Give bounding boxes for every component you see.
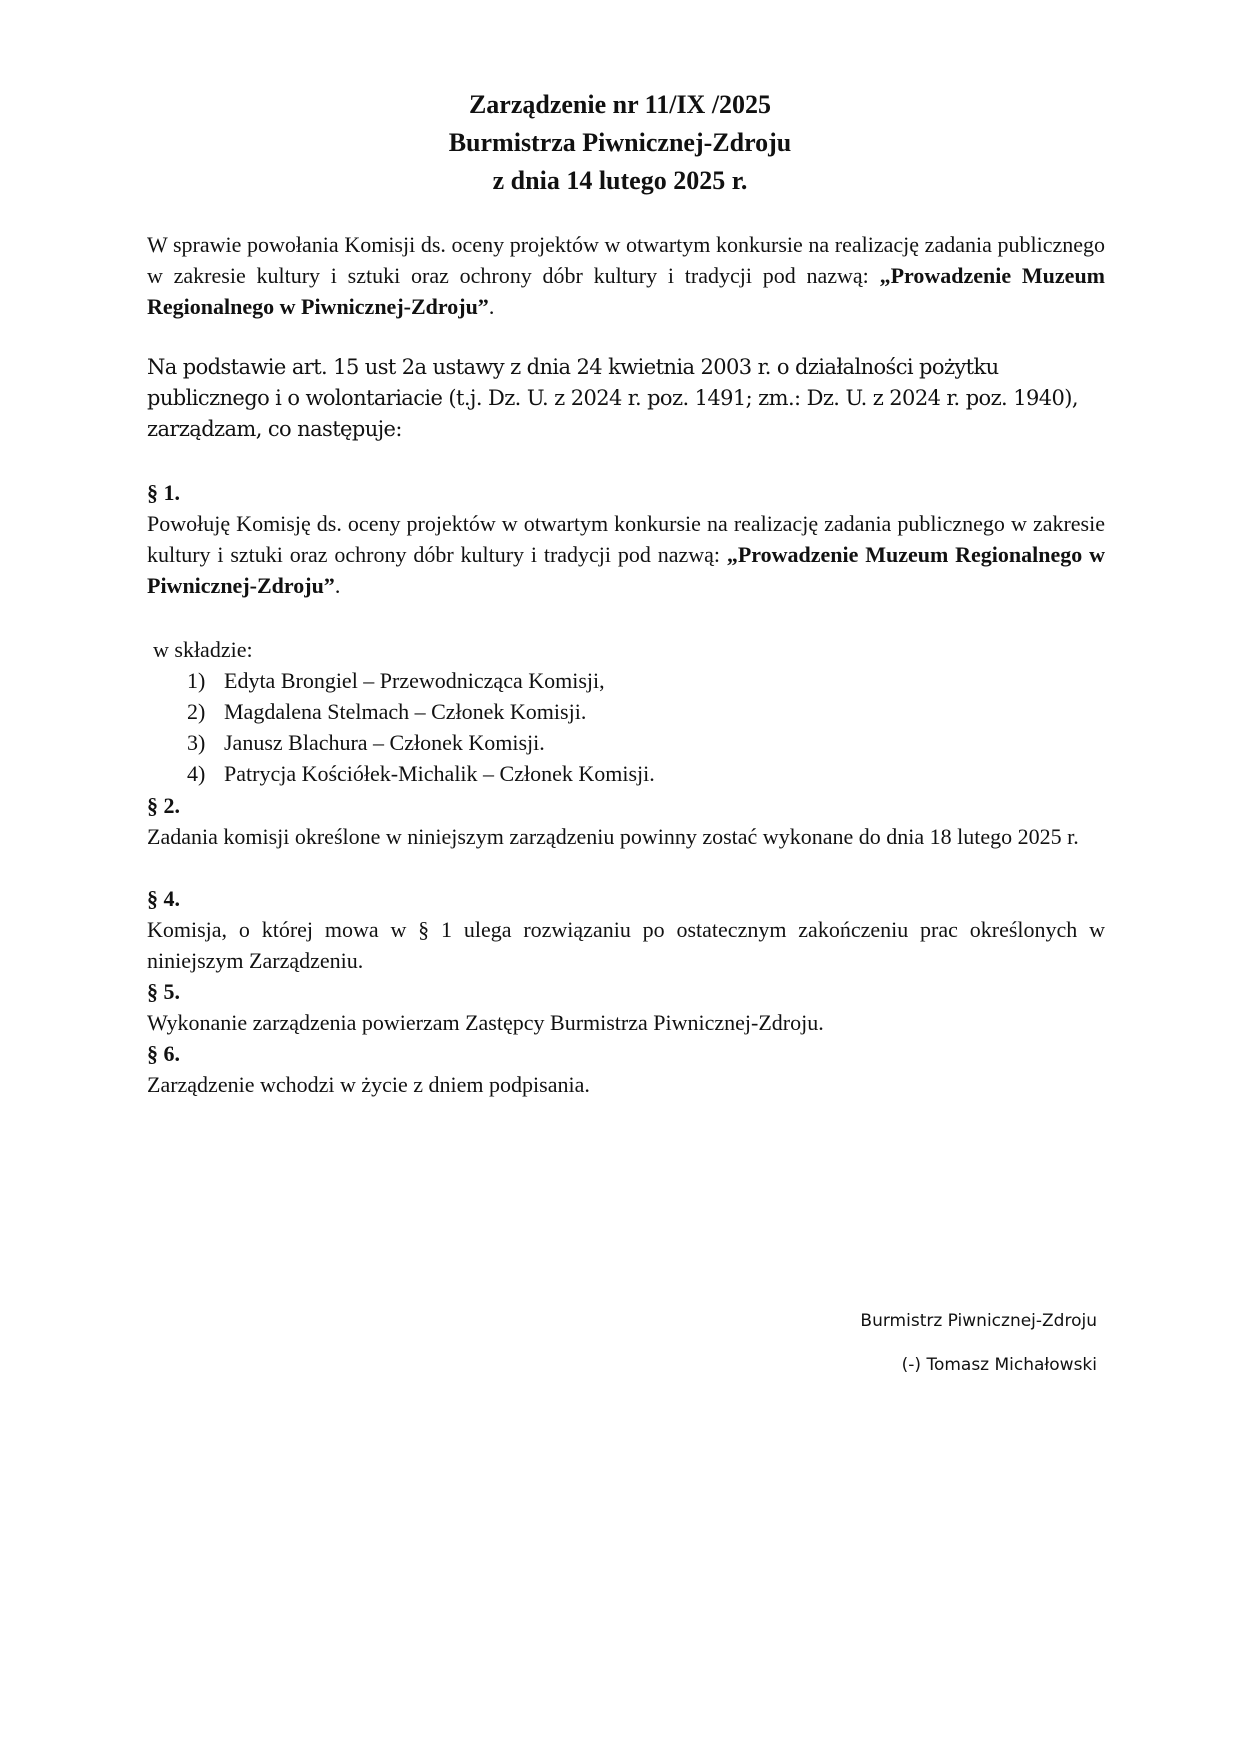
member-item <box>187 665 1105 696</box>
members-list <box>147 665 1105 789</box>
legal-basis-text: Na podstawie art. 15 ust 2a ustawy z dnia 24 kwietnia 2003 r. o działalności pożytku publicznego i o wolontariacie (t.j. Dz. U. z 2024 r. poz. 1491; zm.: Dz. U. z 2024 r. poz. 1940), zarządzam, co następuje: <box>147 355 1078 441</box>
section-1-end: . <box>334 573 341 598</box>
section-4-heading: § 4. <box>147 886 180 911</box>
section-1-body <box>147 508 1105 601</box>
subject-end: . <box>488 294 495 319</box>
section-6-heading: § 6. <box>147 1041 180 1066</box>
section-6 <box>147 1038 1105 1100</box>
section-5-text: Wykonanie zarządzenia powierzam Zastępcy Burmistrza Piwnicznej-Zdroju. <box>147 1010 824 1035</box>
issue-date: z dnia 14 lutego 2025 r. <box>492 166 748 195</box>
member-text: Patrycja Kościółek-Michalik – Członek Komisji. <box>224 761 655 786</box>
issuer: Burmistrza Piwnicznej-Zdroju <box>448 128 792 157</box>
section-1-task-title: „Prowadzenie Muzeum Regionalnego w Piwnicznej-Zdroju” <box>147 542 1105 598</box>
section-5-heading: § 5. <box>147 979 180 1004</box>
subject-paragraph <box>147 229 1105 322</box>
section-2 <box>147 790 1087 852</box>
member-number: 4) <box>187 761 206 786</box>
member-text: Magdalena Stelmach – Członek Komisji. <box>224 699 587 724</box>
signature-name: (-) Tomasz Michałowski <box>901 1355 1097 1375</box>
section-4 <box>147 883 1105 976</box>
section-2-text: Zadania komisji określone w niniejszym zarządzeniu powinny zostać wykonane do dnia 18 lutego 2025 r. <box>147 824 1079 849</box>
member-item <box>187 758 1105 789</box>
subject-text: W sprawie powołania Komisji ds. oceny projektów w otwartym konkursie na realizację zadania publicznego w zakresie kultury i sztuki oraz ochrony dóbr kultury i tradycji pod nazwą: <box>147 232 1105 288</box>
member-item <box>187 696 1105 727</box>
member-number: 2) <box>187 699 206 724</box>
section-1-text: Powołuję Komisję ds. oceny projektów w otwartym konkursie na realizację zadania publicznego w zakresie kultury i sztuki oraz ochrony dóbr kultury i tradycji pod nazwą: <box>147 511 1105 567</box>
section-5 <box>147 976 1105 1038</box>
section-1-heading: § 1. <box>147 480 180 505</box>
section-6-text: Zarządzenie wchodzi w życie z dniem podpisania. <box>147 1072 590 1097</box>
member-text: Janusz Blachura – Członek Komisji. <box>224 730 545 755</box>
signature-title: Burmistrz Piwnicznej-Zdroju <box>860 1311 1097 1331</box>
member-text: Edyta Brongiel – Przewodnicząca Komisji, <box>224 668 605 693</box>
member-number: 1) <box>187 668 206 693</box>
member-item <box>187 727 1105 758</box>
composition-label: w składzie: <box>153 637 253 662</box>
document-header <box>0 86 1240 200</box>
legal-basis-paragraph <box>147 352 1087 445</box>
section-4-text: Komisja, o której mowa w § 1 ulega rozwiązaniu po ostatecznym zakończeniu prac określonych w niniejszym Zarządzeniu. <box>147 917 1105 973</box>
ordinance-number: Zarządzenie nr 11/IX /2025 <box>468 90 772 119</box>
task-title: „Prowadzenie Muzeum Regionalnego w Piwnicznej-Zdroju” <box>147 263 1106 319</box>
section-1 <box>147 477 1105 601</box>
section-2-heading: § 2. <box>147 793 180 818</box>
composition <box>147 634 1105 789</box>
member-number: 3) <box>187 730 206 755</box>
